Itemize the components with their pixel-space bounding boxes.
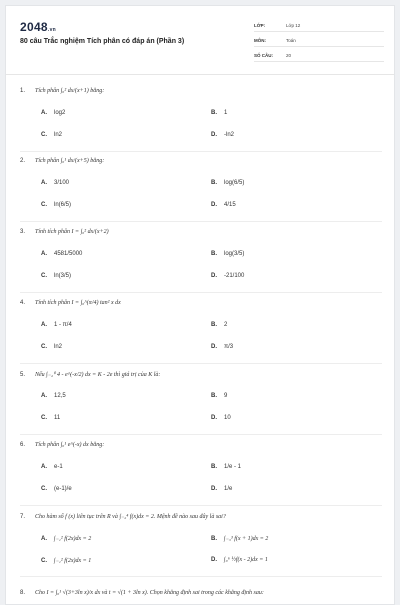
site-logo[interactable] xyxy=(20,20,56,34)
question-number: 2. xyxy=(20,158,26,164)
question-number: 1. xyxy=(20,88,26,94)
question-number: 7. xyxy=(20,514,26,520)
option-text: 9 xyxy=(224,393,228,399)
question-stem: Cho hàm số f (x) liên tục trên R và ∫₋₂⁴ f(x)dx = 2. Mệnh đề nào sau đây là sai? xyxy=(35,514,226,520)
question-number: 4. xyxy=(20,300,26,306)
option-c[interactable]: C. ln2 xyxy=(41,344,63,350)
option-text: log(6/5) xyxy=(224,180,245,186)
option-text: -21/100 xyxy=(224,273,245,279)
option-text: 4581/5000 xyxy=(54,251,83,257)
option-text: e-1 xyxy=(54,464,63,470)
question-stem: Tích phân ∫₀¹ dx/(x+5) bằng: xyxy=(35,158,105,164)
meta-label: SỐ CÂU: xyxy=(254,52,273,58)
option-text: log(3/5) xyxy=(224,251,245,257)
option-text: π/3 xyxy=(224,344,234,350)
option-a[interactable]: A. e-1 xyxy=(41,464,63,470)
option-b[interactable]: B. 9 xyxy=(211,393,228,399)
option-b[interactable]: B. log(6/5) xyxy=(211,180,245,186)
question-text xyxy=(20,300,121,306)
divider xyxy=(20,505,382,506)
question-text xyxy=(20,88,104,94)
option-text: 1 xyxy=(224,110,228,116)
meta-label: MÔN: xyxy=(254,37,266,43)
option-c[interactable]: C. ∫₋₁² f(2x)dx = 1 xyxy=(41,558,92,564)
question-number: 3. xyxy=(20,229,26,235)
option-b[interactable]: B. 1/e - 1 xyxy=(211,464,242,470)
option-b[interactable]: B. 2 xyxy=(211,322,228,328)
option-c[interactable]: C. 11 xyxy=(41,415,61,421)
meta-class xyxy=(254,19,384,32)
option-c[interactable]: C. (e-1)/e xyxy=(41,486,72,492)
divider xyxy=(20,221,382,222)
meta-subject xyxy=(254,34,384,47)
option-a[interactable]: A. 1 - π/4 xyxy=(41,322,72,328)
exam-title: 80 câu Trắc nghiệm Tích phân có đáp án (Phần 3) xyxy=(20,38,185,45)
meta-label: LỚP: xyxy=(254,22,266,28)
option-text: ln2 xyxy=(54,132,63,138)
option-d[interactable]: D. 1/e xyxy=(211,486,233,492)
meta-value: 20 xyxy=(286,52,292,58)
option-d[interactable]: D. ∫₀⁶ ½f(x - 2)dx = 1 xyxy=(211,557,268,563)
divider xyxy=(20,576,382,577)
option-a[interactable]: A. ∫₋₁² f(2x)dx = 2 xyxy=(41,536,92,542)
option-b[interactable]: B. 1 xyxy=(211,110,228,116)
header xyxy=(6,6,394,75)
question-text xyxy=(20,442,104,448)
option-a[interactable]: A. 12,5 xyxy=(41,393,66,399)
option-text: 2 xyxy=(224,322,228,328)
option-text: 10 xyxy=(224,415,231,421)
question-stem: Cho I = ∫₀¹ √(3+3ln x)/x dx và t = √(1 + 3ln x). Chọn khẳng định sai trong các khẳng định sau: xyxy=(35,590,264,596)
meta-value: Toán xyxy=(286,37,296,43)
logo-text: 2048 xyxy=(20,20,48,34)
question-stem: Tính tích phân I = ∫₀² dx/(x+2) xyxy=(35,229,109,235)
question-stem: Tính tích phân I = ∫₀^(π/4) tan² x dx xyxy=(35,300,121,306)
question-number: 8. xyxy=(20,590,26,596)
logo-suffix: .vn xyxy=(47,27,57,33)
meta-value: Lớp 12 xyxy=(286,22,301,28)
option-c[interactable]: C. ln(3/5) xyxy=(41,273,72,279)
option-c[interactable]: C. ln2 xyxy=(41,132,63,138)
question-stem: Nếu ∫₋₂⁰ 4 - e^(-x/2) dx = K - 2e thì giá trị của K là: xyxy=(35,372,161,378)
option-b[interactable]: B. log(3/5) xyxy=(211,251,245,257)
option-text: (e-1)/e xyxy=(54,486,72,492)
question-stem: Tích phân ∫₀² dx/(x+1) bằng: xyxy=(35,88,105,94)
divider xyxy=(20,434,382,435)
option-text: ln(6/5) xyxy=(54,202,72,208)
option-text: -ln2 xyxy=(224,132,235,138)
option-d[interactable]: D. -21/100 xyxy=(211,273,245,279)
option-d[interactable]: D. π/3 xyxy=(211,344,234,350)
option-text: ∫₋₁² f(2x)dx = 2 xyxy=(54,536,92,542)
option-text: ln2 xyxy=(54,344,63,350)
option-text: 11 xyxy=(54,415,61,421)
option-d[interactable]: D. -ln2 xyxy=(211,132,235,138)
option-text: 3/100 xyxy=(54,180,70,186)
question-number: 5. xyxy=(20,372,26,378)
option-text: log2 xyxy=(54,110,66,116)
option-text: ln(3/5) xyxy=(54,273,72,279)
option-text: ∫₋₃³ f(x + 1)dx = 2 xyxy=(224,536,269,542)
question-text xyxy=(20,158,104,164)
option-text: 1 - π/4 xyxy=(54,322,72,328)
option-a[interactable]: A. 3/100 xyxy=(41,180,70,186)
option-text: 1/e xyxy=(224,486,233,492)
meta-count xyxy=(254,49,384,62)
divider xyxy=(20,151,382,152)
worksheet xyxy=(5,5,395,605)
question-text xyxy=(20,229,109,235)
option-d[interactable]: D. 4/15 xyxy=(211,202,236,208)
question-text xyxy=(20,513,226,520)
option-text: 4/15 xyxy=(224,202,236,208)
question-text xyxy=(20,371,160,378)
option-text: ∫₀⁶ ½f(x - 2)dx = 1 xyxy=(224,557,268,563)
divider xyxy=(20,292,382,293)
question-text xyxy=(20,590,264,596)
option-text: 1/e - 1 xyxy=(224,464,242,470)
option-text: 12,5 xyxy=(54,393,66,399)
divider xyxy=(20,363,382,364)
option-a[interactable]: A. 4581/5000 xyxy=(41,251,83,257)
option-d[interactable]: D. 10 xyxy=(211,415,231,421)
question-stem: Tích phân ∫₀¹ e^(-x) dx bằng: xyxy=(35,442,105,448)
option-b[interactable]: B. ∫₋₃³ f(x + 1)dx = 2 xyxy=(211,536,269,542)
option-text: ∫₋₁² f(2x)dx = 1 xyxy=(54,558,92,564)
question-number: 6. xyxy=(20,442,26,448)
option-c[interactable]: C. ln(6/5) xyxy=(41,202,72,208)
option-a[interactable]: A. log2 xyxy=(41,110,66,116)
exam-meta xyxy=(254,19,384,64)
